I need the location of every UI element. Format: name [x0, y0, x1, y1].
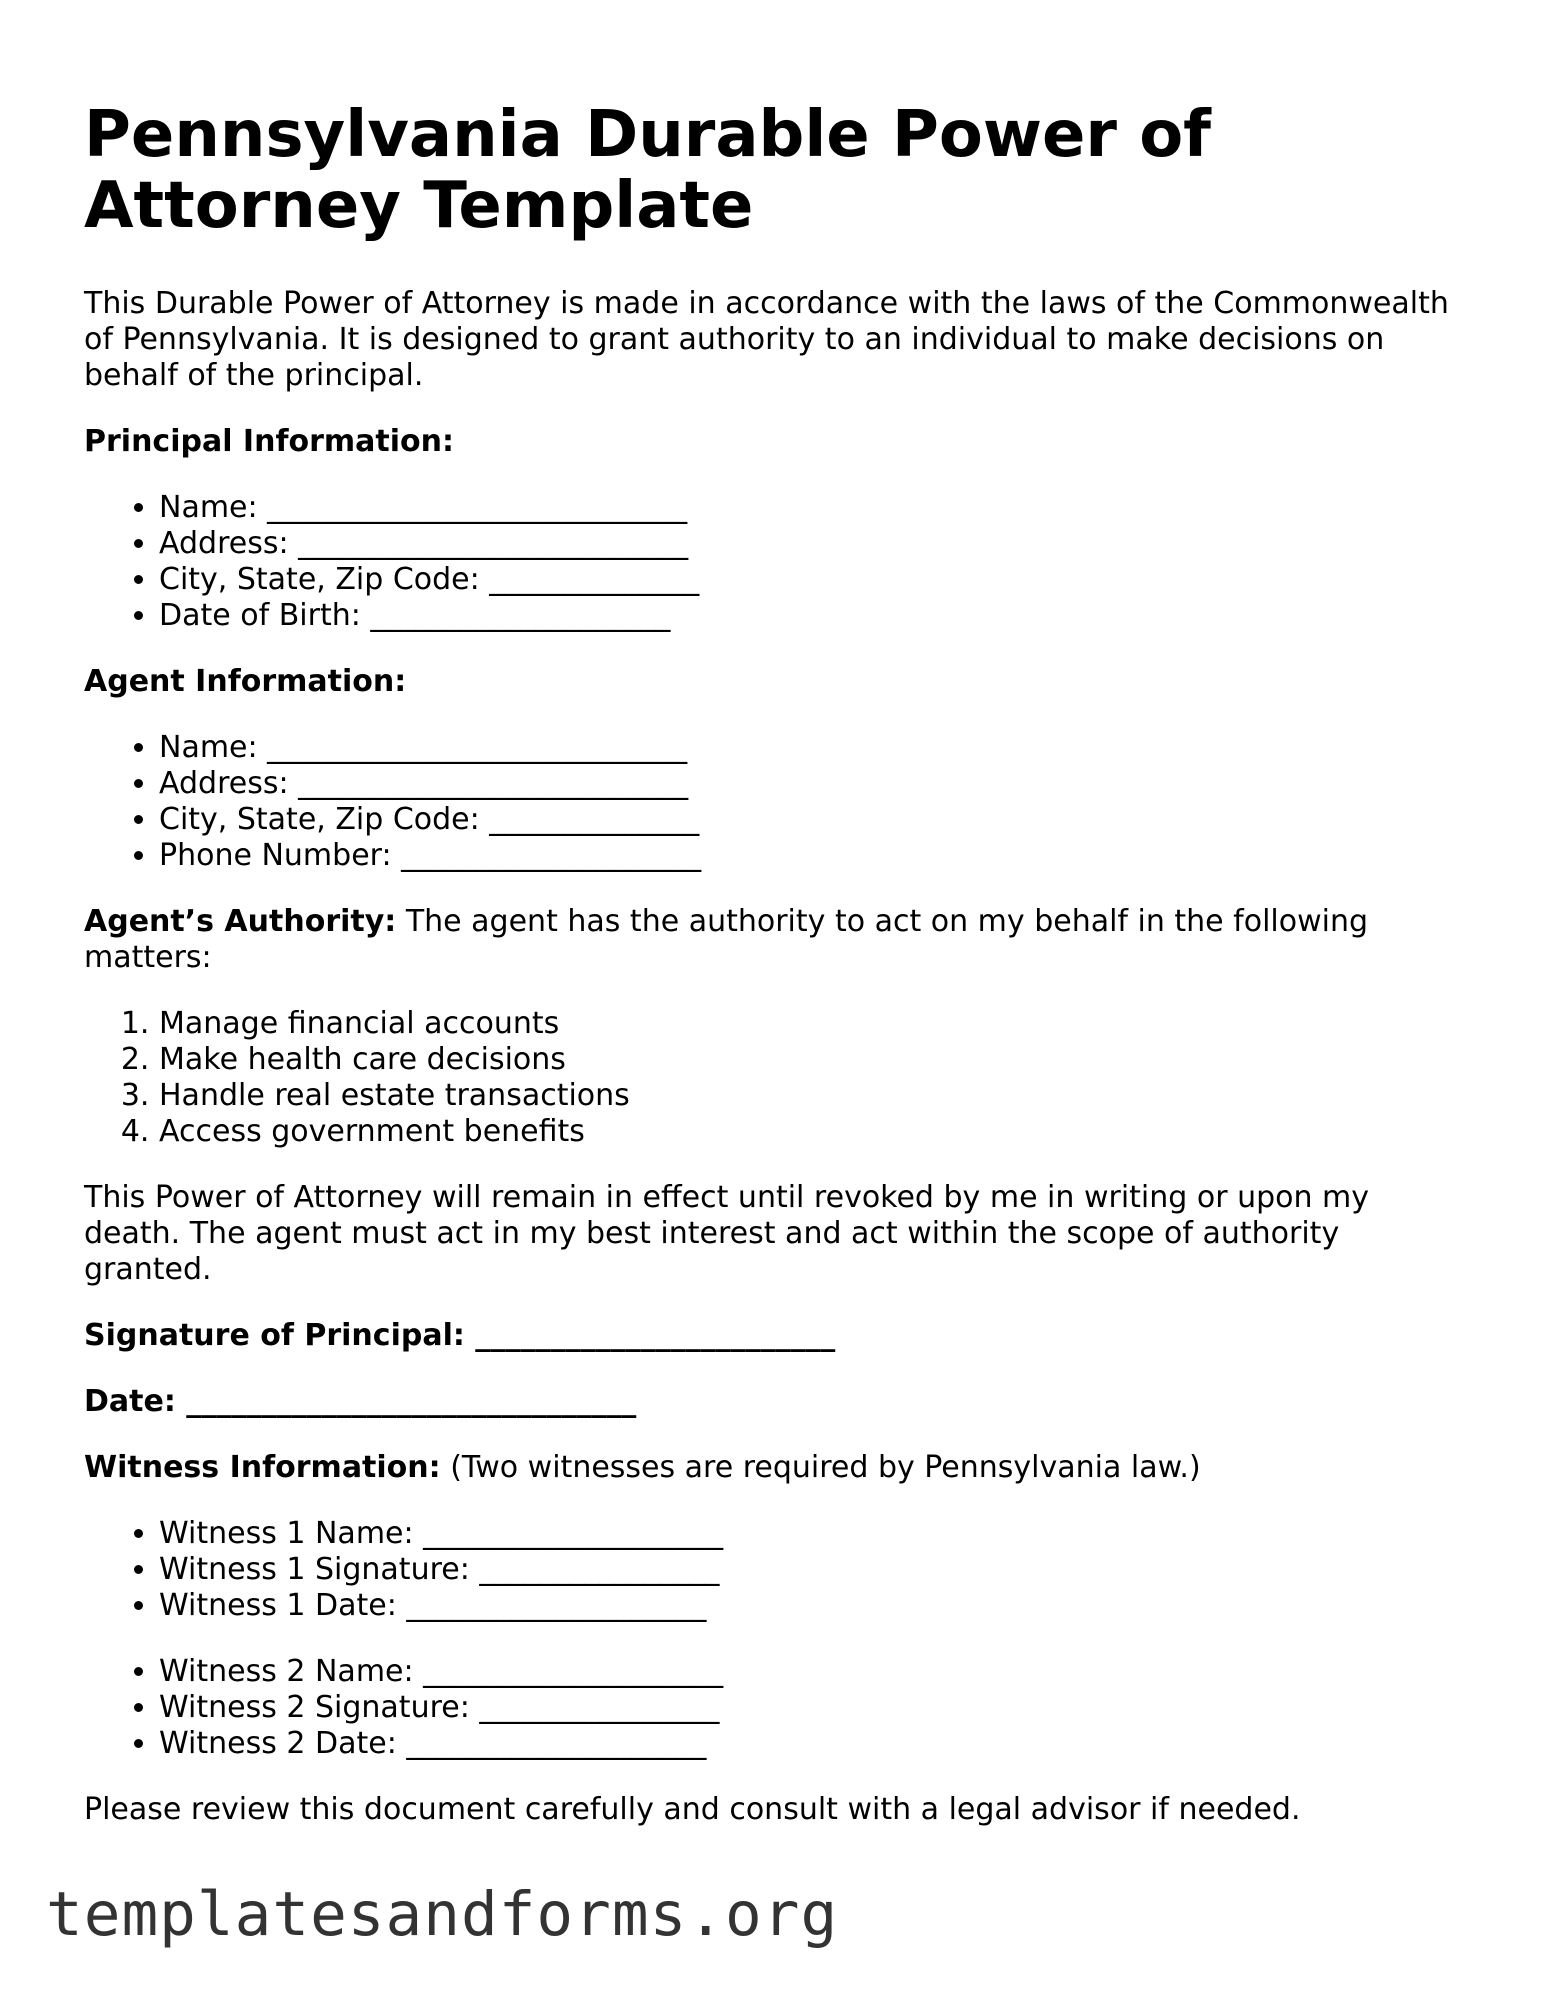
list-item: • Witness 2 Name: ____________________ [159, 1654, 1464, 1690]
witness-2-list [84, 1654, 1464, 1762]
witness-heading: Witness Information: [84, 1450, 441, 1485]
list-item: • Witness 1 Name: ____________________ [159, 1516, 1464, 1552]
list-item: • Address: __________________________ [159, 766, 1464, 802]
closing-paragraph: Please review this document carefully and consult with a legal advisor if needed. [84, 1792, 1301, 1827]
witness-paragraph [84, 1450, 1464, 1486]
agent-heading: Agent Information: [84, 664, 407, 699]
agent-list [84, 730, 1464, 874]
list-item: 1. Manage financial accounts [159, 1006, 1464, 1042]
intro-paragraph: This Durable Power of Attorney is made in accordance with the laws of the Commonwealth of Pennsylvania. It is designed to grant authority to an individual to make decisions on behalf of the principal. [84, 286, 1449, 393]
list-item: 2. Make health care decisions [159, 1042, 1464, 1078]
principal-heading: Principal Information: [84, 424, 455, 459]
principal-signature-line: Signature of Principal: ________________________ [84, 1318, 836, 1353]
document-page [84, 100, 1464, 1858]
principal-list [84, 490, 1464, 634]
list-item: 4. Access government benefits [159, 1114, 1464, 1150]
authority-paragraph [84, 904, 1464, 976]
list-item: • City, State, Zip Code: ______________ [159, 562, 1464, 598]
list-item: • Date of Birth: ____________________ [159, 598, 1464, 634]
list-item: • City, State, Zip Code: ______________ [159, 802, 1464, 838]
list-item: • Witness 2 Date: ____________________ [159, 1726, 1464, 1762]
list-item: • Phone Number: ____________________ [159, 838, 1464, 874]
witness-text: (Two witnesses are required by Pennsylvania law.) [440, 1450, 1201, 1485]
list-item: • Witness 1 Date: ____________________ [159, 1588, 1464, 1624]
list-item: 3. Handle real estate transactions [159, 1078, 1464, 1114]
list-item: • Address: __________________________ [159, 526, 1464, 562]
authority-heading: Agent’s Authority: [84, 904, 397, 939]
list-item: • Witness 2 Signature: ________________ [159, 1690, 1464, 1726]
authority-list [84, 1006, 1464, 1150]
authority-text: The agent has the authority to act on my behalf in the following matters: [84, 904, 1369, 975]
page-title: Pennsylvania Durable Power of Attorney Template [84, 98, 1211, 243]
list-item: • Name: ____________________________ [159, 490, 1464, 526]
date-line: Date: ______________________________ [84, 1384, 637, 1419]
footer-watermark: templatesandforms.org [46, 1879, 839, 1950]
list-item: • Witness 1 Signature: ________________ [159, 1552, 1464, 1588]
effect-paragraph: This Power of Attorney will remain in effect until revoked by me in writing or upon my death. The agent must act in my best interest and act within the scope of authority granted. [84, 1180, 1370, 1287]
list-item: • Name: ____________________________ [159, 730, 1464, 766]
witness-1-list [84, 1516, 1464, 1624]
